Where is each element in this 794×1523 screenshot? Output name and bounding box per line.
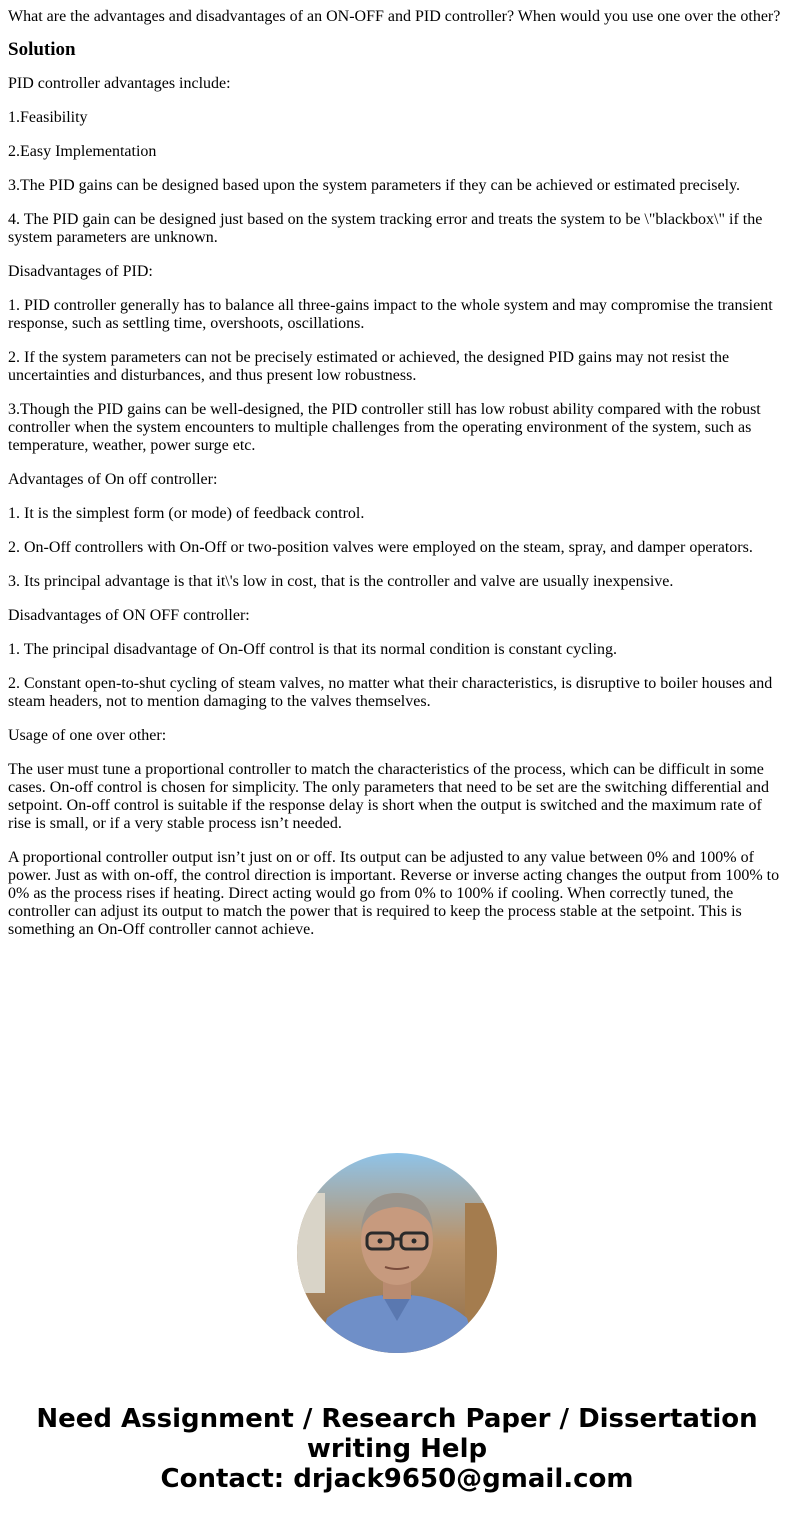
solution-heading: Solution (8, 39, 76, 60)
author-photo (297, 1153, 497, 1353)
paragraph: 3. Its principal advantage is that it\'s low in cost, that is the controller and valve are usually inexpensive. (8, 573, 674, 590)
document-body (8, 8, 786, 955)
paragraph: Usage of one over other: (8, 727, 167, 744)
contact-footer (0, 1404, 794, 1494)
footer-line-1: Need Assignment / Research Paper / Dissertation (36, 1404, 758, 1434)
footer-line-2: writing Help (306, 1434, 488, 1464)
paragraph: 2. If the system parameters can not be precisely estimated or achieved, the designed PID gains may not resist the uncertainties and disturbances, and thus present low robustness. (8, 349, 730, 384)
paragraph: 1. The principal disadvantage of On-Off control is that its normal condition is constant cycling. (8, 641, 618, 658)
paragraph: 2. Constant open-to-shut cycling of steam valves, no matter what their characteristics, is disruptive to boiler houses and steam headers, not to mention damaging to the valves themselves. (8, 675, 773, 710)
paragraph: 1. It is the simplest form (or mode) of feedback control. (8, 505, 365, 522)
paragraph: PID controller advantages include: (8, 75, 231, 92)
paragraph: Advantages of On off controller: (8, 471, 218, 488)
paragraph: Disadvantages of PID: (8, 263, 153, 280)
paragraph: 1.Feasibility (8, 109, 88, 126)
paragraph: 1. PID controller generally has to balance all three-gains impact to the whole system and may compromise the transient response, such as settling time, overshoots, oscillations. (8, 297, 773, 332)
footer-contact-email: Contact: drjack9650@gmail.com (160, 1464, 634, 1494)
paragraph: 2.Easy Implementation (8, 143, 157, 160)
paragraph: 3.The PID gains can be designed based upon the system parameters if they can be achieved or estimated precisely. (8, 177, 741, 194)
paragraph: The user must tune a proportional controller to match the characteristics of the process, which can be difficult in some cases. On-off control is chosen for simplicity. The only parameters that need to be set are the switching differential and setpoint. On-off control is suitable if the response delay is short when the output is switched and the maximum rate of rise is small, or if a very stable process isn’t needed. (8, 761, 769, 832)
paragraph: 2. On-Off controllers with On-Off or two-position valves were employed on the steam, spray, and damper operators. (8, 539, 753, 556)
paragraph: 3.Though the PID gains can be well-designed, the PID controller still has low robust ability compared with the robust controller when the system encounters to multiple challenges from the operating environment of the system, such as temperature, weather, power surge etc. (8, 401, 761, 454)
paragraph: 4. The PID gain can be designed just based on the system tracking error and treats the system to be \"blackbox\" if the system parameters are unknown. (8, 211, 763, 246)
paragraph: Disadvantages of ON OFF controller: (8, 607, 250, 624)
question-text: What are the advantages and disadvantages of an ON-OFF and PID controller? When would you use one over the other? (8, 8, 781, 25)
paragraph: A proportional controller output isn’t just on or off. Its output can be adjusted to any value between 0% and 100% of power. Just as with on-off, the control direction is important. Reverse or inverse acting changes the output from 100% to 0% as the process rises if heating. Direct acting would go from 0% to 100% if cooling. When correctly tuned, the controller can adjust its output to match the power that is required to keep the process stable at the setpoint. This is something an On-Off controller cannot achieve. (8, 849, 780, 938)
avatar (297, 1153, 497, 1353)
